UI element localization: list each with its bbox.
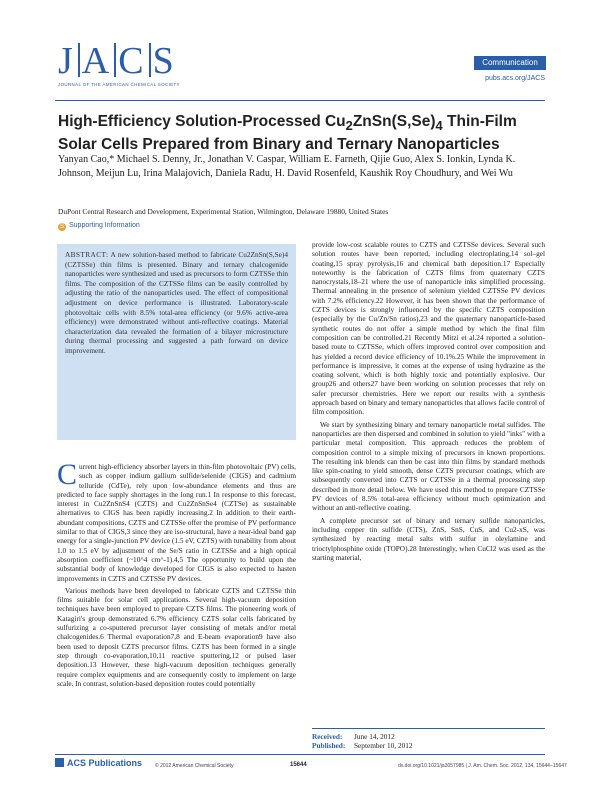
publisher-name: ACS Publications <box>67 758 143 768</box>
copyright: © 2012 American Chemical Society <box>155 763 234 769</box>
published-date: September 10, 2012 <box>354 741 413 750</box>
journal-url[interactable]: pubs.acs.org/JACS <box>485 75 545 82</box>
acs-logo-icon <box>55 758 64 767</box>
header-divider <box>55 100 545 101</box>
supporting-info-label: Supporting Information <box>69 222 140 229</box>
abstract-text: A new solution-based method to fabricate Cu2ZnSn(S,Se)4 (CZTSSe) thin films is presented. Binary and ternary chalcogenide nanoparticles were synthesized and used as precursors to form CZTSSe thin films. The composition of the CZTSSe films can be easily controlled by adjusting the ratio of the nanoparticles used. The effect of compositional adjustment on device performance is illustrated. Laboratory-scale photovoltaic cells with 8.5% total-area efficiency (or 9.6% active-area efficiency) were demonstrated without anti-reflective coatings. Material characterization data revealed the formation of a bilayer microstructure during thermal processing and suggested a path forward on device improvement. <box>65 250 288 355</box>
synthesis-paragraph: A complete precursor set of binary and ternary sulfide nanoparticles, including copper tin sulfide (CTS), ZnS, SnS, CuS, and Cu2-xS, was synthesized by reacting metal salts with sulfur in oleylamine and trioctylphosphine oxide (TOPO).28 Interestingly, when CuCl2 was used as the starting material, <box>312 515 545 562</box>
article-dates <box>312 732 413 750</box>
supporting-information-link[interactable] <box>58 222 140 231</box>
article-type-badge: Communication <box>474 56 546 70</box>
intro-paragraph: Current high-efficiency absorber layers in thin-film photovoltaic (PV) cells, such as copper indium gallium sulfide/selenide (CIGS) and cadmium telluride (CdTe), rely upon low-abundance elements and thus are predicted to face supply shortages in the long run.1 In response to this forecast, interest in Cu2ZnSnS4 (CZTS) and Cu2ZnSnSe4 (CZTSe) as sustainable alternatives to CIGS has been rapidly increasing.2 In addition to their earth-abundant compositions, CZTS and CZTSSe offer the promise of PV performance similar to that of CIGS,3 since they are iso-structural, have a near-ideal band gap energy for a single-junction PV device (1.5 eV, CZTS) with tunability from about 1.0 to 1.5 eV by adjustment of the Se/S ratio in CZTSSe and a high optical absorption coefficient (~10^4 cm^-1).4,5 The opportunity to build upon the substantial body of knowledge developed for CIGS is also expected to hasten improvements in CZTS and CZTSSe PV devices. <box>57 458 296 583</box>
left-column <box>57 458 296 691</box>
logo-subtitle: JOURNAL OF THE AMERICAN CHEMICAL SOCIETY <box>58 82 180 87</box>
solution-routes-paragraph: provide low-cost scalable routes to CZTS and CZTSSe devices. Several such solution routes have been reported, including electroplating,14 sol–gel coating,15 spray pyrolysis,16 and chemical bath deposition.17 Especially noteworthy is the fabrication of CZTS films from quaternary CZTS nanocrystals,18–21 where the use of nanoparticle inks simplified processing. Thermal annealing in the presence of selenium yielded CZTSSe PV devices with 7.2% efficiency.22 However, it has been shown that the performance of CZTS devices is strongly influenced by the specific CZTS composition (especially by the Cu/Zn/Sn ratios),23 and the quaternary nanoparticle-based synthetic routes do not offer a simple method by which the final film composition can be controlled.21 Recently Mitzi et al.24 reported a solution-based route to CZTSSe, which offers improved control over composition and has yielded a record device efficiency of 10.1%.25 While the improvement in performance is impressive, it comes at the expense of using hydrazine as the coating solvent, which is both highly toxic and potentially explosive. Our group26 and others27 have been working on solution processes that rely on safer precursor chemistries. Here we report our results with a synthesis approach based on binary and ternary nanoparticles that allows facile control of film composition. <box>312 240 545 417</box>
methods-paragraph: Various methods have been developed to fabricate CZTS and CZTSSe thin films suitable for solar cell applications. Several high-vacuum deposition techniques have been employed to prepare CZTS films. The pioneering work of Katagiri's group demonstrated 6.7% efficiency CZTS solar cells fabricated by sulfurizing a co-sputtered precursor layer consisting of metals and/or metal chalcogenides.6 Thermal evaporation7,8 and E-beam evaporation9 have also been used to deposit CZTS precursor films. CZTS has been formed in a single step through co-evaporation,10,11 reactive sputtering,12 or pulsed laser deposition.13 However, these high-vacuum deposition techniques generally require complex equipments and are consequently costly to implement on large scale. In contrast, solution-based deposition routes could potentially <box>57 585 296 688</box>
right-column <box>312 240 545 565</box>
abstract-box <box>57 244 296 440</box>
doi-citation[interactable]: dx.doi.org/10.1021/ja3057985 | J. Am. Chem. Soc. 2012, 134, 15644−15647 <box>398 763 567 769</box>
published-label: Published: <box>312 741 346 750</box>
logo-letter-j: J <box>58 40 76 82</box>
drop-cap: C <box>57 458 78 491</box>
author-list: Yanyan Cao,* Michael S. Denny, Jr., Jonathan V. Caspar, William E. Farneth, Qijie Guo, Alex S. Ionkin, Lynda K. Johnson, Meijun Lu, Irina Malajovich, Daniela Radu, H. David Rosenfeld, Kaushik Roy Choudhury, and Wei Wu <box>58 154 516 179</box>
received-label: Received: <box>312 732 343 741</box>
logo-letter-s: S <box>152 40 177 82</box>
logo-letter-c: C <box>118 40 147 82</box>
abstract-label: ABSTRACT: <box>65 250 109 259</box>
dates-divider <box>312 728 545 729</box>
affiliation: DuPont Central Research and Development, Experimental Station, Wilmington, Delaware 19880, United States <box>58 207 389 216</box>
page-number: 15644 <box>290 762 307 768</box>
info-icon: S <box>59 224 64 230</box>
approach-paragraph: We start by synthesizing binary and ternary nanoparticle metal sulfides. The nanoparticles are then dispersed and combined in solution to yield "inks" with a particular metal composition. This approach reduces the problem of composition control to a simple mixing of precursors in known proportions. The resulting ink blends can then be cast into thin films by standard methods like spin-coating to yield smooth, dense CZTS precursor coatings, which are subsequently converted into CZTS or CZTSSe in a thermal processing step described in more detail below. We have used this method to prepare CZTSSe PV devices of 8.5% total-area efficiency without much optimization and without an anti-reflective coating. <box>312 419 545 513</box>
article-title: High-Efficiency Solution-Processed $Cu_2ZnSn(S,Se)_4$ Thin-Film Solar Cells Prepared from Binary and Ternary Nanoparticles <box>58 113 517 154</box>
logo-letters <box>58 42 178 80</box>
received-date: June 14, 2012 <box>354 732 395 741</box>
acs-publications-logo <box>55 758 142 768</box>
footer-divider <box>55 754 545 755</box>
logo-letter-a: A <box>81 40 113 82</box>
jacs-logo <box>58 42 178 90</box>
